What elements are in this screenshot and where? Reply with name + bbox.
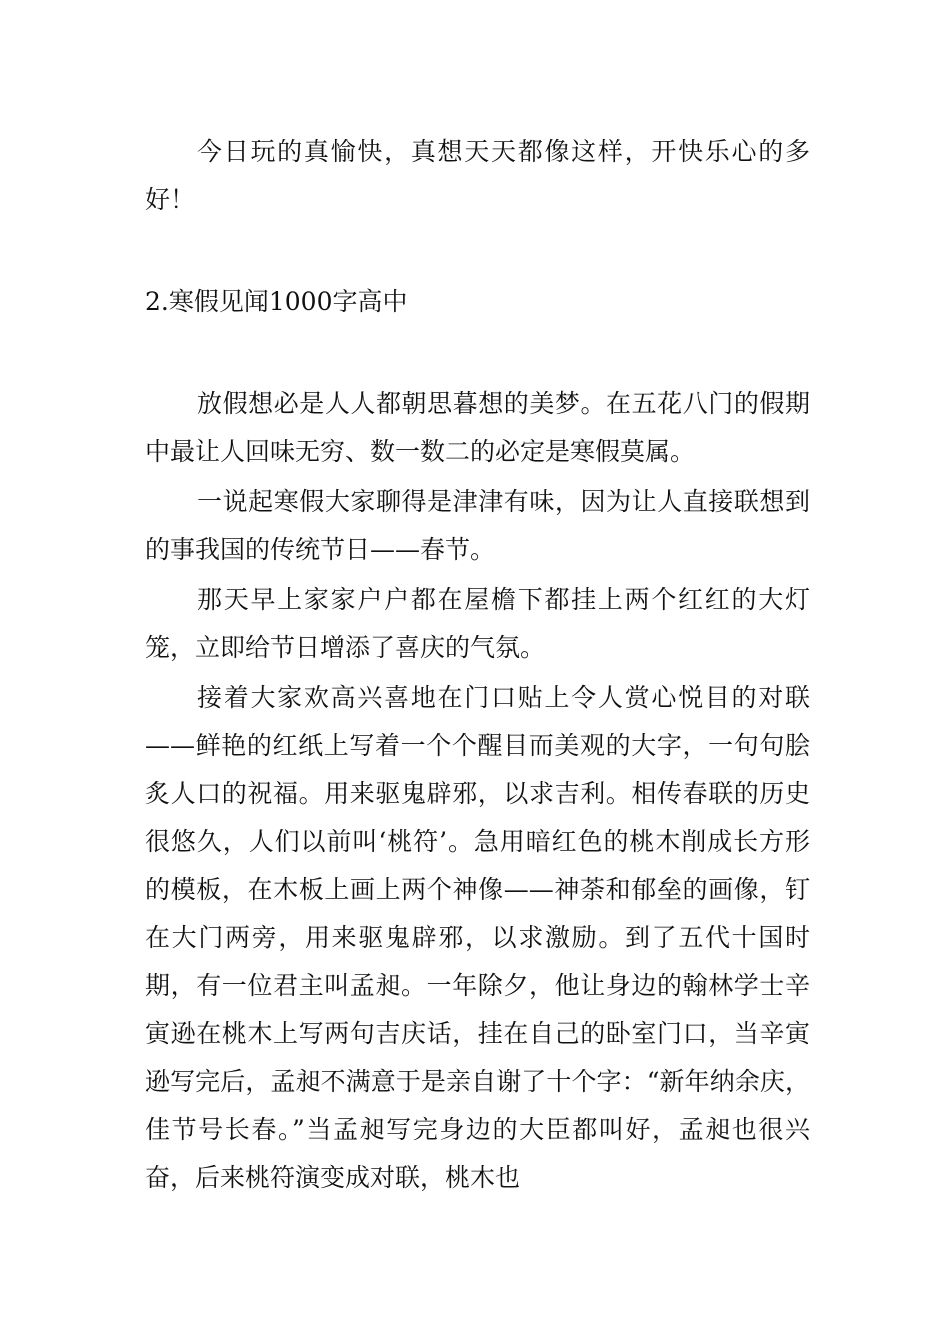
section-heading: 2.寒假见闻1000字高中 [145, 287, 408, 316]
body-paragraph-1: 放假想必是人人都朝思暮想的美梦。在五花八门的假期中最让人回味无穷、数一数二的必定是寒假莫属。 [145, 389, 810, 466]
body-paragraph-3: 那天早上家家户户都在屋檐下都挂上两个红红的大灯笼，立即给节日增添了喜庆的气氛。 [145, 585, 810, 662]
intro-paragraph: 今日玩的真愉快，真想天天都像这样，开快乐心的多好！ [145, 137, 810, 214]
document-page [145, 128, 810, 1202]
body-paragraph-2: 一说起寒假大家聊得是津津有味，因为让人直接联想到的事我国的传统节日——春节。 [145, 487, 810, 564]
body-paragraph-4: 接着大家欢高兴喜地在门口贴上令人赏心悦目的对联——鲜艳的红纸上写着一个个醒目而美观的大字，一句句脍炙人口的祝福。用来驱鬼辟邪，以求吉利。相传春联的历史很悠久，人们以前叫‘桃符’。急用暗红色的桃木削成长方形的模板，在木板上画上两个神像——神荼和郁垒的画像，钉在大门两旁，用来驱鬼辟邪，以求激励。到了五代十国时期，有一位君主叫孟昶。一年除夕，他让身边的翰林学士辛寅逊在桃木上写两句吉庆话，挂在自己的卧室门口，当辛寅逊写完后，孟昶不满意于是亲自谢了十个字：“新年纳余庆，佳节号长春。”当孟昶写完身边的大臣都叫好，孟昶也很兴奋，后来桃符演变成对联，桃木也 [145, 683, 810, 1192]
